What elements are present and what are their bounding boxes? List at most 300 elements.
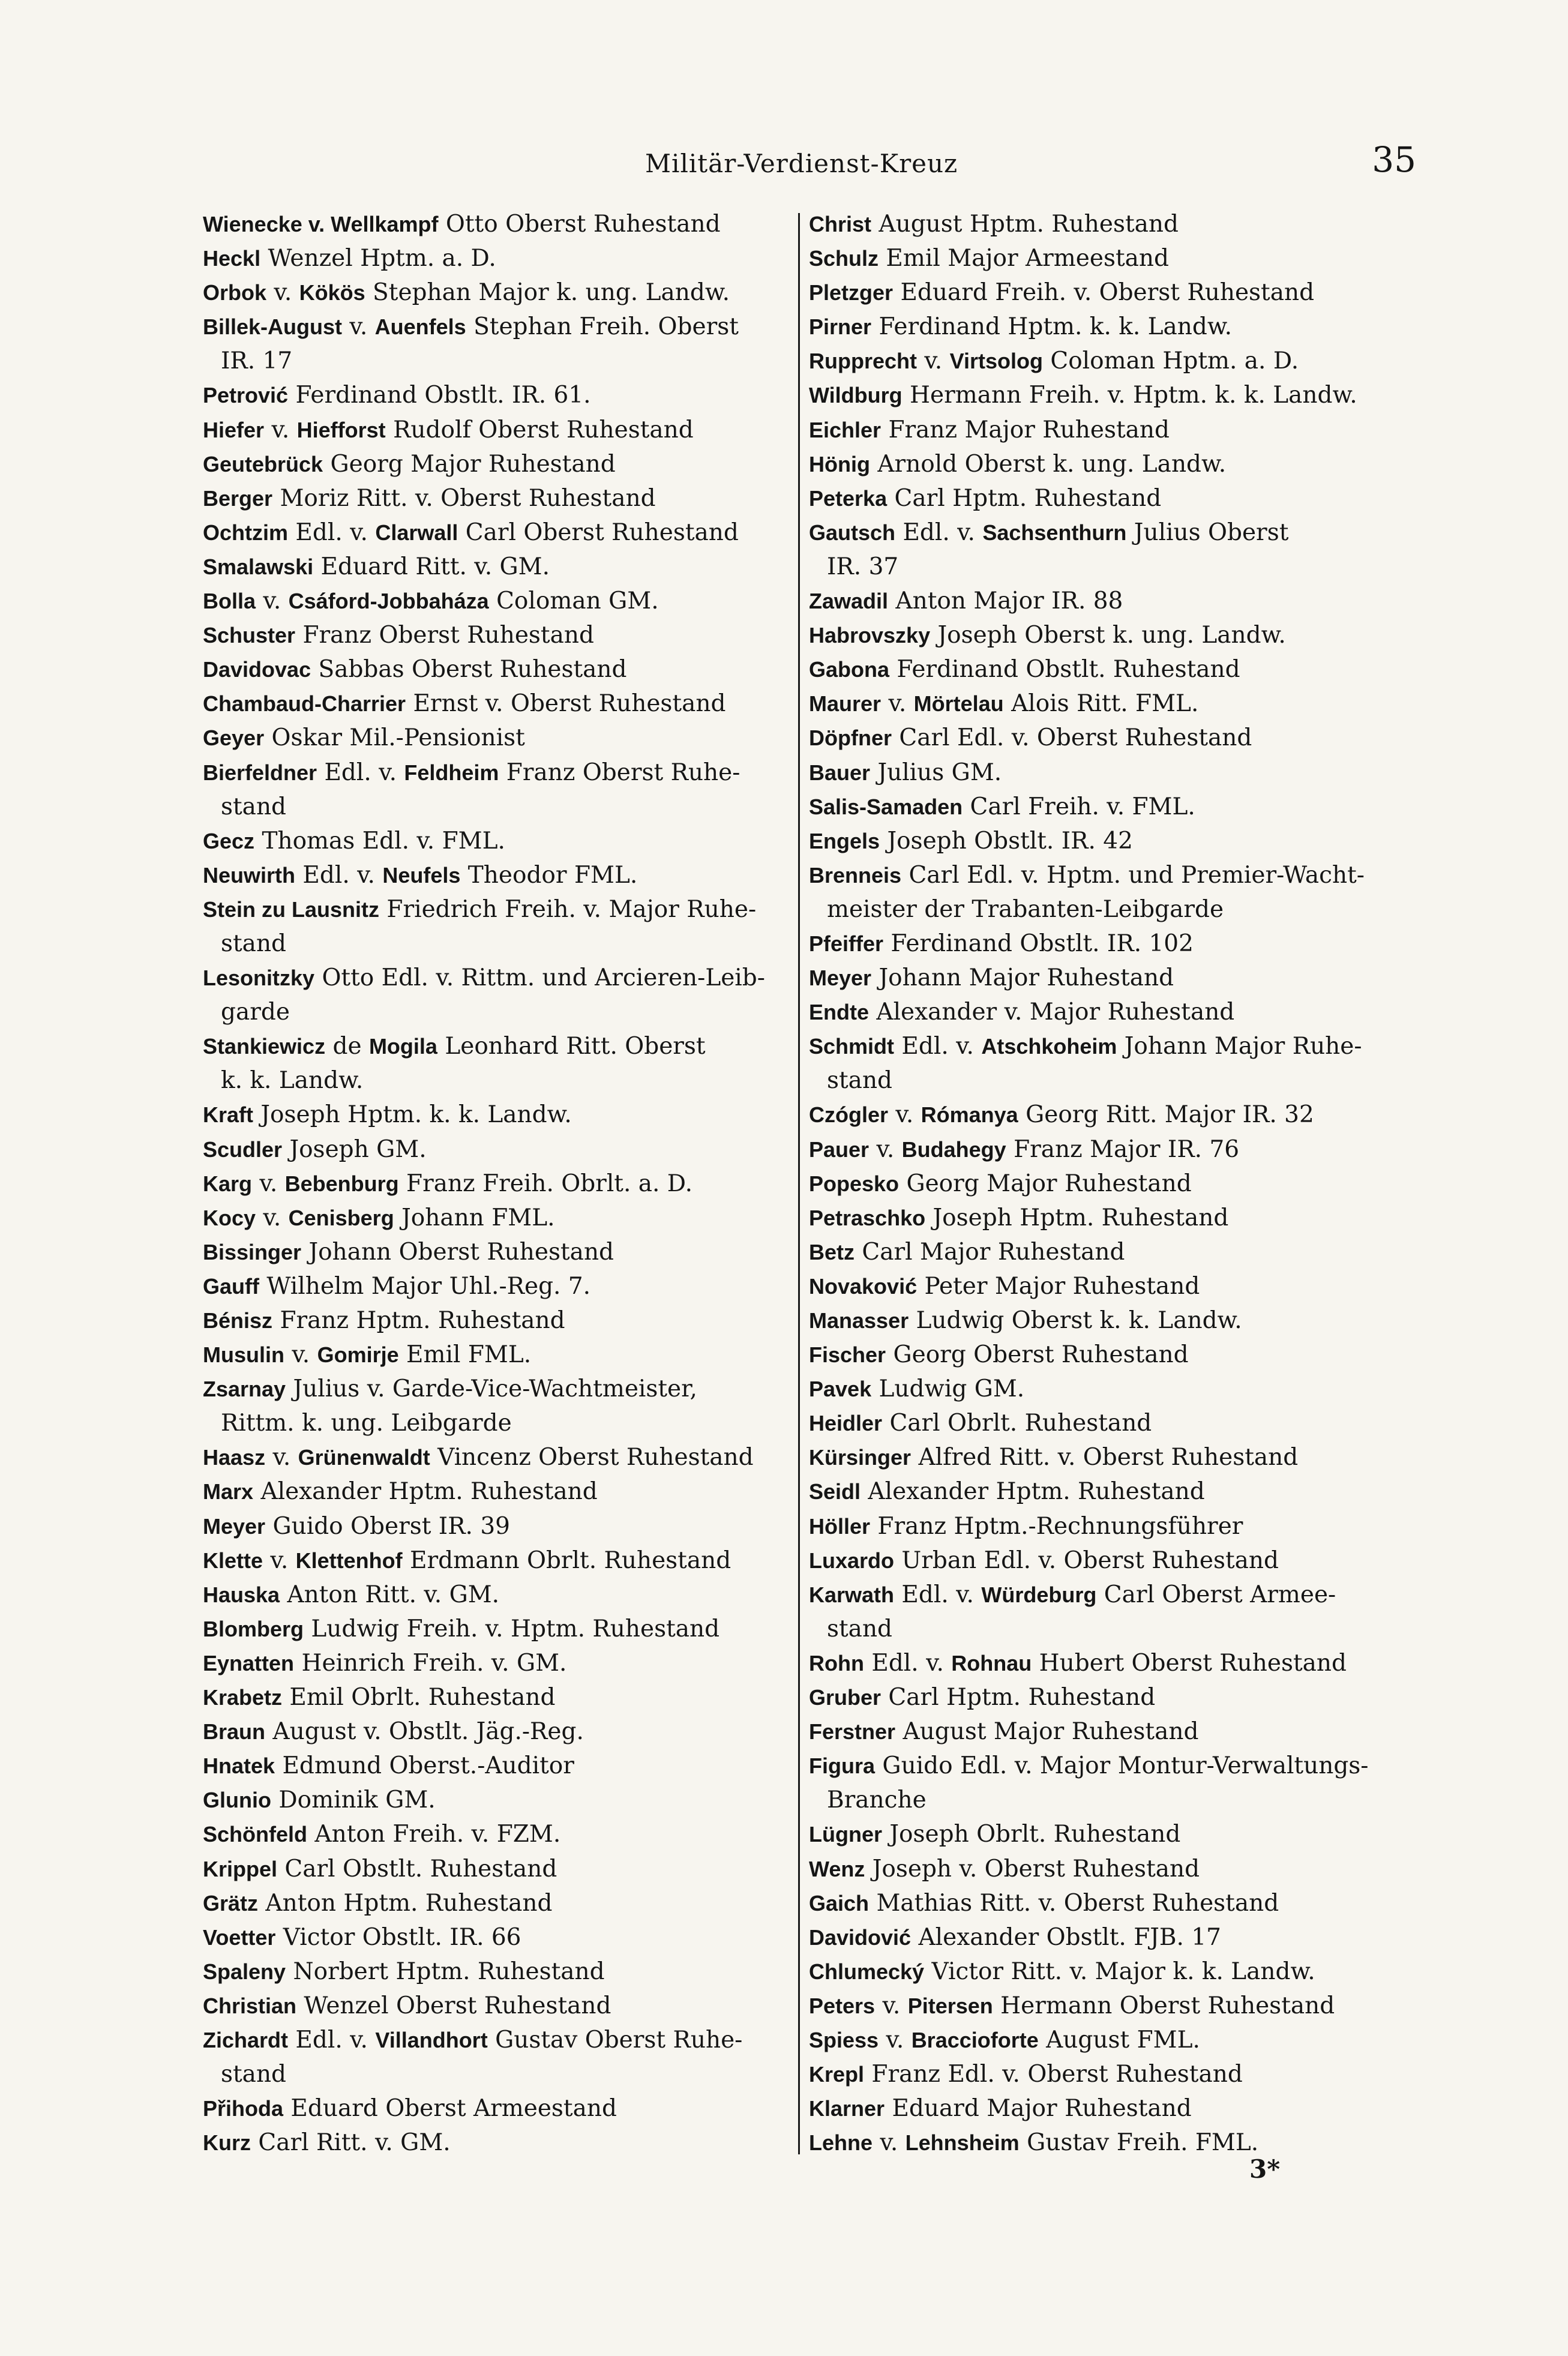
entry-text: Mathias Ritt. v. Oberst Ruhestand (869, 1889, 1279, 1917)
list-item (809, 1029, 1409, 1098)
entry-text: Julius GM. (870, 759, 1002, 786)
entry-predicate: Klettenhof (295, 1548, 403, 1573)
entry-name: Zichardt (203, 2027, 289, 2052)
entry-text: Georg Major Ruhestand (323, 450, 616, 478)
entry-name: Musulin (203, 1342, 284, 1368)
entry-name: Ferstner (809, 1719, 896, 1744)
list-item (203, 1578, 797, 1612)
entry-name: Peters (809, 1993, 876, 2018)
entry-text: Alexander Hptm. Ruhestand (253, 1478, 598, 1506)
entry-text: Carl Hptm. Ruhestand (881, 1684, 1156, 1711)
list-item (809, 1372, 1409, 1406)
list-item (203, 1372, 797, 1440)
entry-text: Eduard Oberst Armeestand (283, 2095, 617, 2123)
entry-predicate: Lehnsheim (905, 2130, 1020, 2156)
list-item (809, 1646, 1409, 1680)
list-item (203, 1817, 797, 1851)
entry-text: Franz Hptm. Ruhestand (272, 1307, 565, 1334)
entry-name: Lügner (809, 1822, 882, 1847)
entry-text: Franz Major Ruhestand (881, 416, 1170, 443)
entry-text: Theodor FML. (460, 861, 638, 889)
entry-text: Anton Ritt. v. GM. (280, 1581, 500, 1608)
list-item (203, 1852, 797, 1886)
entry-continuation: stand (221, 930, 287, 957)
entry-text: v. (284, 1341, 317, 1369)
entry-text: Oskar Mil.-Pensionist (264, 724, 525, 752)
entry-text: Alexander v. Major Ruhestand (869, 999, 1235, 1026)
entry-name: Manasser (809, 1308, 909, 1333)
list-item (809, 1098, 1409, 1132)
entry-name: Lehne (809, 2130, 873, 2156)
list-item (203, 2091, 797, 2126)
list-item (203, 1646, 797, 1680)
list-item (203, 618, 797, 652)
entry-name: Billek-August (203, 314, 343, 340)
entry-name: Luxardo (809, 1548, 895, 1573)
list-item (203, 858, 797, 892)
entry-text: v. (256, 1204, 289, 1231)
list-item (203, 481, 797, 515)
list-item (809, 2091, 1409, 2126)
entry-text: Ludwig Freih. v. Hptm. Ruhestand (304, 1615, 720, 1642)
list-item (809, 241, 1409, 275)
entry-text: Edl. v. (288, 518, 376, 546)
list-item (809, 1406, 1409, 1440)
list-item (203, 721, 797, 755)
entry-name: Klarner (809, 2096, 885, 2121)
entry-predicate: Atschkoheim (981, 1034, 1117, 1059)
entry-text: Thomas Edl. v. FML. (254, 827, 505, 855)
list-item (809, 584, 1409, 618)
list-item (809, 995, 1409, 1029)
entry-text: v. (266, 279, 299, 307)
entry-name: Zsarnay (203, 1377, 286, 1402)
entry-predicate: Virtsolog (949, 349, 1043, 374)
list-item (809, 207, 1409, 241)
entry-text: Carl Obrlt. Ruhestand (882, 1410, 1152, 1437)
entry-text: Guido Oberst IR. 39 (265, 1512, 510, 1540)
entry-name: Christian (203, 1993, 297, 2018)
entry-predicate: Kökös (299, 280, 365, 305)
entry-text: v. (888, 1101, 921, 1129)
running-title: Militär-Verdienst-Kreuz (645, 149, 958, 178)
entry-name: Blomberg (203, 1616, 304, 1641)
entry-text: Johann Oberst Ruhestand (301, 1238, 614, 1266)
list-item (203, 413, 797, 447)
entry-name: Gaich (809, 1890, 870, 1916)
entry-name: Karwath (809, 1582, 895, 1607)
list-item (809, 1714, 1409, 1749)
entry-predicate: Clarwall (375, 520, 458, 545)
entry-name: Hnatek (203, 1753, 275, 1779)
entry-name: Wildburg (809, 383, 903, 408)
list-item (809, 2057, 1409, 2091)
list-item (809, 1509, 1409, 1543)
entry-text: Carl Edl. v. Oberst Ruhestand (892, 724, 1252, 752)
list-item (809, 721, 1409, 755)
entry-name: Bissinger (203, 1239, 302, 1264)
entry-text: Georg Oberst Ruhestand (886, 1341, 1189, 1369)
entry-text: Alexander Obstlt. FJB. 17 (911, 1923, 1221, 1951)
entry-text: Joseph v. Oberst Ruhestand (865, 1855, 1200, 1883)
entry-continuation: stand (827, 1067, 893, 1095)
entry-text: Franz Hptm.-Rechnungsführer (870, 1512, 1243, 1540)
entry-name: Maurer (809, 691, 882, 717)
entry-text: Stephan Freih. Oberst (466, 313, 739, 341)
list-item (809, 652, 1409, 687)
entry-text: v. (252, 1170, 285, 1197)
entry-predicate: Würdeburg (981, 1582, 1097, 1607)
entry-name: Eichler (809, 417, 882, 442)
entry-predicate: Neufels (382, 862, 461, 888)
list-item (203, 1680, 797, 1714)
entry-text: Wilhelm Major Uhl.-Reg. 7. (259, 1272, 591, 1300)
entry-text: v. (263, 1546, 296, 1574)
entry-text: Heinrich Freih. v. GM. (294, 1649, 567, 1677)
entry-text: Carl Obstlt. Ruhestand (277, 1855, 557, 1883)
entry-name: Betz (809, 1239, 855, 1264)
entry-text: Ludwig GM. (871, 1375, 1025, 1403)
entry-continuation: meister der Trabanten-Leibgarde (827, 895, 1224, 923)
list-item (203, 275, 797, 310)
entry-name: Krippel (203, 1856, 278, 1881)
entry-name: Gautsch (809, 520, 896, 545)
entry-text: Norbert Hptm. Ruhestand (286, 1958, 605, 1985)
page-header (198, 139, 1416, 187)
entry-text: v. (879, 2026, 912, 2054)
list-item (809, 618, 1409, 652)
list-item (203, 2023, 797, 2091)
entry-text: Moriz Ritt. v. Oberst Ruhestand (272, 484, 656, 512)
list-item (203, 1098, 797, 1132)
list-item (203, 1920, 797, 1955)
column-divider (798, 213, 800, 2154)
list-item (203, 1749, 797, 1783)
list-item (203, 447, 797, 481)
entry-name: Ochtzim (203, 520, 289, 545)
entry-name: Haasz (203, 1445, 266, 1470)
entry-name: Hauska (203, 1582, 280, 1607)
entry-text: Ferdinand Hptm. k. k. Landw. (871, 313, 1233, 341)
list-item (809, 1440, 1409, 1474)
list-item (809, 1886, 1409, 1920)
entry-text: Coloman GM. (488, 587, 659, 615)
entry-name: Pirner (809, 314, 872, 340)
list-item (809, 1578, 1409, 1646)
entry-name: Meyer (809, 966, 872, 991)
list-item (203, 1714, 797, 1749)
entry-text: v. (875, 1992, 908, 2019)
entry-text: Wenzel Hptm. a. D. (260, 245, 496, 272)
entry-continuation: stand (221, 793, 287, 820)
entry-name: Pauer (809, 1137, 870, 1162)
entry-name: Schulz (809, 246, 879, 271)
entry-name: Krabetz (203, 1685, 283, 1710)
entry-predicate: Hiefforst (296, 417, 386, 442)
entry-name: Salis-Samaden (809, 794, 963, 819)
list-item (203, 687, 797, 721)
list-item (809, 1749, 1409, 1817)
entry-text: v. (917, 347, 950, 375)
entry-predicate: Mörtelau (913, 691, 1004, 717)
entry-name: Döpfner (809, 726, 892, 751)
entry-name: Krepl (809, 2062, 865, 2087)
entry-text: Edl. v. (317, 759, 404, 786)
entry-name: Czógler (809, 1102, 889, 1128)
entry-name: Pletzger (809, 280, 894, 305)
entry-text: Carl Oberst Ruhestand (458, 518, 739, 546)
entry-name: Stein zu Lausnitz (203, 897, 380, 922)
page-number: 35 (1372, 139, 1416, 180)
entry-continuation: Branche (827, 1787, 927, 1814)
entry-text: v. (881, 690, 914, 718)
list-item (809, 481, 1409, 515)
entry-predicate: Cenisberg (288, 1205, 394, 1230)
entry-name: Glunio (203, 1788, 271, 1813)
entry-text: Hermann Oberst Ruhestand (993, 1992, 1335, 2019)
list-item (203, 584, 797, 618)
entry-text: Ernst v. Oberst Ruhestand (406, 690, 726, 718)
entry-predicate: Pitersen (907, 1993, 993, 2018)
entry-name: Eynatten (203, 1650, 295, 1675)
list-item (809, 1235, 1409, 1269)
list-item (809, 790, 1409, 824)
entry-text: Edl. v. (894, 1033, 982, 1060)
entry-name: Kraft (203, 1102, 254, 1128)
entry-name: Berger (203, 485, 273, 511)
list-item (203, 2126, 797, 2160)
entry-text: Friedrich Freih. v. Major Ruhe- (379, 895, 757, 923)
entry-text: Peter Major Ruhestand (917, 1272, 1200, 1300)
entry-text: Carl Hptm. Ruhestand (887, 484, 1162, 512)
entry-text: Hermann Freih. v. Hptm. k. k. Landw. (902, 382, 1357, 409)
entry-continuation: garde (221, 999, 290, 1026)
entry-text: Dominik GM. (271, 1787, 436, 1814)
list-item (809, 961, 1409, 995)
entry-name: Karg (203, 1171, 253, 1196)
entry-text: Victor Ritt. v. Major k. k. Landw. (924, 1958, 1315, 1985)
entry-name: Braun (203, 1719, 266, 1744)
entry-name: Gecz (203, 828, 255, 853)
list-item (809, 1920, 1409, 1955)
list-item (203, 1269, 797, 1303)
list-item (809, 1269, 1409, 1303)
list-item (809, 756, 1409, 790)
entry-continuation: IR. 37 (827, 553, 899, 580)
entry-name: Heidler (809, 1411, 883, 1436)
entry-text: Eduard Major Ruhestand (885, 2095, 1192, 2123)
entry-continuation: k. k. Landw. (221, 1067, 364, 1095)
entry-name: Geutebrück (203, 451, 323, 476)
entry-text: Julius Oberst (1126, 518, 1289, 546)
list-item (203, 1989, 797, 2023)
entry-predicate: Villandhort (375, 2027, 488, 2052)
entry-name: Davidovac (203, 657, 311, 682)
entry-text: August Major Ruhestand (895, 1718, 1199, 1746)
entry-predicate: Rómanya (921, 1102, 1018, 1128)
entry-text: Franz Oberst Ruhe- (499, 759, 740, 786)
list-item (203, 378, 797, 412)
entry-text: Carl Major Ruhestand (855, 1238, 1125, 1266)
list-item (203, 207, 797, 241)
entry-text: Eduard Freih. v. Oberst Ruhestand (893, 279, 1315, 307)
entry-predicate: Feldheim (404, 760, 499, 785)
entry-name: Kürsinger (809, 1445, 912, 1470)
list-item (203, 310, 797, 378)
entry-text: Coloman Hptm. a. D. (1042, 347, 1299, 375)
entry-name: Grätz (203, 1890, 259, 1916)
entry-name: Geyer (203, 726, 265, 751)
list-item (203, 1132, 797, 1167)
entry-text: Anton Hptm. Ruhestand (258, 1889, 553, 1917)
list-item (203, 241, 797, 275)
entry-text: Emil Major Armeestand (879, 245, 1169, 272)
entry-predicate: Mogila (368, 1034, 437, 1059)
list-item (203, 1474, 797, 1509)
list-item (203, 824, 797, 858)
entry-text: Georg Ritt. Major IR. 32 (1018, 1101, 1314, 1129)
entry-text: Alexander Hptm. Ruhestand (861, 1478, 1205, 1506)
entry-name: Gauff (203, 1273, 259, 1299)
entry-text: Ludwig Oberst k. k. Landw. (909, 1307, 1242, 1334)
list-item (203, 1783, 797, 1817)
entry-text: Edl. v. (288, 2026, 376, 2054)
entry-name: Hönig (809, 451, 870, 476)
list-item (203, 1955, 797, 1989)
entry-name: Petrović (203, 383, 289, 408)
entry-name: Marx (203, 1479, 254, 1504)
list-item (809, 344, 1409, 378)
entry-text: Emil FML. (398, 1341, 532, 1369)
list-item (809, 1989, 1409, 2023)
list-item (203, 1338, 797, 1372)
entry-name: Habrovszky (809, 623, 931, 648)
entry-text: Edl. v. (295, 861, 383, 889)
entry-continuation: Rittm. k. ung. Leibgarde (221, 1410, 512, 1437)
entry-name: Voetter (203, 1925, 276, 1950)
entry-name: Rohn (809, 1650, 864, 1675)
entry-name: Smalawski (203, 554, 314, 579)
entry-text: Alois Ritt. FML. (1003, 690, 1199, 718)
entry-text: Eduard Ritt. v. GM. (313, 553, 550, 580)
entry-name: Christ (809, 212, 872, 236)
entry-name: Peterka (809, 485, 888, 511)
list-item (809, 2023, 1409, 2057)
entry-text: Alfred Ritt. v. Oberst Ruhestand (911, 1444, 1299, 1471)
list-item (809, 275, 1409, 310)
entry-name: Pavek (809, 1377, 872, 1402)
entry-text: v. (265, 1444, 298, 1471)
entry-text: Joseph Obrlt. Ruhestand (882, 1821, 1181, 1848)
list-item (809, 824, 1409, 858)
entry-text: Joseph Hptm. Ruhestand (925, 1204, 1229, 1231)
list-item (203, 1886, 797, 1920)
entry-name: Gruber (809, 1685, 882, 1710)
entry-name: Novaković (809, 1273, 918, 1299)
entry-continuation: IR. 17 (221, 347, 293, 375)
entry-name: Stankiewicz (203, 1034, 326, 1059)
list-item (809, 1132, 1409, 1167)
entry-text: August FML. (1038, 2026, 1200, 2054)
list-item (203, 1167, 797, 1201)
entry-name: Höller (809, 1513, 871, 1539)
entry-name: Orbok (203, 280, 267, 305)
list-item (809, 927, 1409, 961)
list-item (809, 1680, 1409, 1714)
entry-text: Edl. v. (864, 1649, 952, 1677)
list-item (203, 1235, 797, 1269)
entry-text: Gustav Freih. FML. (1019, 2129, 1259, 2157)
list-item (203, 1440, 797, 1474)
entry-text: Guido Edl. v. Major Montur-Verwaltungs- (875, 1752, 1369, 1780)
entry-text: Franz Oberst Ruhestand (295, 622, 594, 649)
entry-name: Chambaud-Charrier (203, 691, 406, 717)
entry-text: Arnold Oberst k. ung. Landw. (870, 450, 1227, 478)
entry-predicate: Budahegy (901, 1137, 1006, 1162)
list-item (809, 1543, 1409, 1578)
entry-text: Otto Oberst Ruhestand (438, 211, 721, 238)
entry-name: Popesko (809, 1171, 900, 1196)
entry-text: de (325, 1033, 369, 1060)
list-item (203, 1543, 797, 1578)
entry-text: Stephan Major k. ung. Landw. (365, 279, 730, 307)
entry-name: Hiefer (203, 417, 265, 442)
entry-name: Spiess (809, 2027, 879, 2052)
entry-text: Carl Oberst Armee- (1096, 1581, 1336, 1608)
entry-text: Sabbas Oberst Ruhestand (311, 656, 627, 684)
entry-text: v. (342, 313, 375, 341)
entry-text: Ferdinand Obstlt. Ruhestand (889, 656, 1240, 684)
entry-text: Wenzel Oberst Ruhestand (296, 1992, 611, 2019)
list-item (203, 1201, 797, 1235)
entry-name: Brenneis (809, 862, 902, 888)
entry-text: August v. Obstlt. Jäg.-Reg. (265, 1718, 584, 1746)
entry-name: Schmidt (809, 1034, 895, 1059)
list-item (809, 1338, 1409, 1372)
entry-name: Wenz (809, 1856, 865, 1881)
right-column (809, 207, 1409, 2160)
entry-text: August Hptm. Ruhestand (871, 211, 1179, 238)
entry-name: Neuwirth (203, 862, 296, 888)
entry-text: v. (256, 587, 289, 615)
list-item (809, 378, 1409, 412)
entry-name: Bierfeldner (203, 760, 317, 785)
entry-name: Spaleny (203, 1959, 286, 1984)
list-item (809, 1303, 1409, 1338)
entry-predicate: Rohnau (951, 1650, 1032, 1675)
entry-name: Fischer (809, 1342, 886, 1368)
entry-name: Kurz (203, 2130, 251, 2156)
entry-name: Heckl (203, 246, 261, 271)
entry-text: Julius v. Garde-Vice-Wachtmeister, (286, 1375, 697, 1403)
entry-text: Hubert Oberst Ruhestand (1032, 1649, 1347, 1677)
list-item (203, 1029, 797, 1098)
entry-predicate: Csáford-Jobbaháza (288, 589, 489, 614)
entry-text: Georg Major Ruhestand (899, 1170, 1192, 1197)
entry-text: v. (873, 2129, 906, 2157)
entry-name: Gabona (809, 657, 890, 682)
left-column (203, 207, 797, 2160)
list-item (809, 2126, 1409, 2160)
entry-text: Anton Freih. v. FZM. (307, 1821, 561, 1848)
list-item (203, 550, 797, 584)
entry-text: Erdmann Obrlt. Ruhestand (402, 1546, 731, 1574)
entry-text: Edmund Oberst.-Auditor (275, 1752, 574, 1780)
entry-name: Zawadil (809, 589, 889, 614)
entry-text: Franz Major IR. 76 (1006, 1135, 1240, 1163)
entry-name: Bauer (809, 760, 871, 785)
entry-predicate: Sachsenthurn (982, 520, 1127, 545)
